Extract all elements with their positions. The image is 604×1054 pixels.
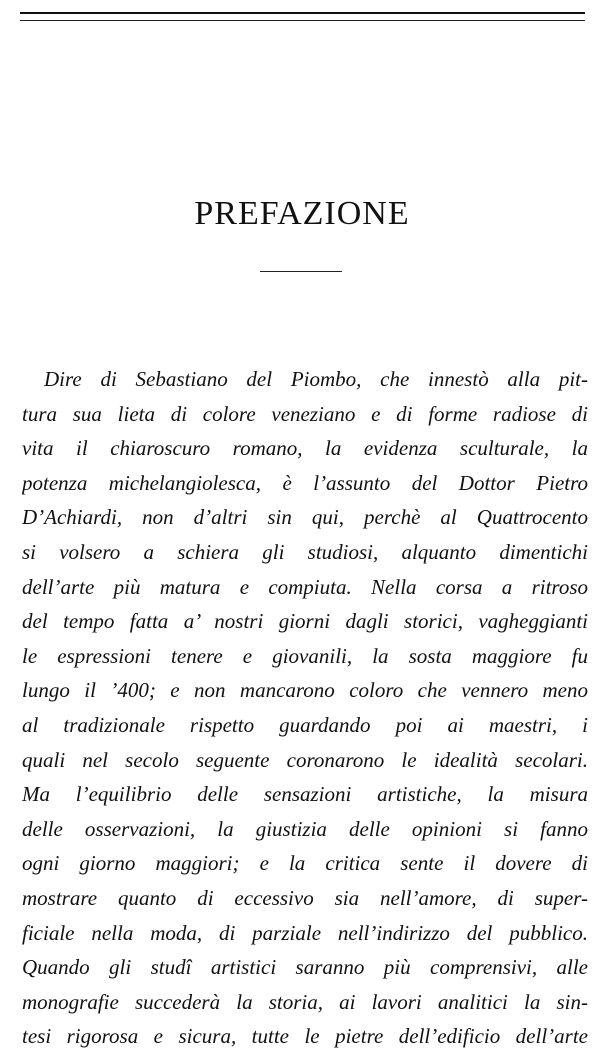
text-line: Quando gli studî artistici saranno più comprensivi, alle — [22, 955, 588, 980]
text-line: potenza michelangiolesca, è l’assunto del Dottor Pietro — [22, 470, 588, 495]
text-line: al tradizionale rispetto guardando poi ai maestri, i — [22, 712, 588, 737]
text-line: dell’arte più matura e compiuta. Nella corsa a ritroso — [22, 574, 588, 599]
title-underline-rule — [260, 271, 342, 272]
top-rule-thick — [20, 12, 585, 14]
preface-body — [22, 362, 588, 1054]
text-line: Dire di Sebastiano del Piombo, che innestò alla pit- — [44, 367, 588, 391]
text-line: mostrare quanto di eccessivo sia nell’amore, di super- — [22, 885, 588, 910]
text-line: del tempo fatta a’ nostri giorni dagli storici, vagheggianti — [22, 609, 588, 634]
text-line: delle osservazioni, la giustizia delle opinioni si fanno — [22, 816, 588, 841]
text-line: ficiale nella moda, di parziale nell’indirizzo del pubblico. — [22, 920, 588, 945]
text-line: si volsero a schiera gli studiosi, alquanto dimentichi — [22, 539, 588, 564]
text-line: quali nel secolo seguente coronarono le idealità secolari. — [22, 747, 588, 772]
text-line: D’Achiardi, non d’altri sin qui, perchè al Quattrocento — [22, 505, 588, 530]
text-line: lungo il ’400; e non mancarono coloro che vennero meno — [22, 678, 588, 703]
page-title: PREFAZIONE — [194, 195, 410, 232]
text-line: monografie succederà la storia, ai lavori analitici la sin- — [22, 989, 588, 1014]
text-line: vita il chiaroscuro romano, la evidenza sculturale, la — [22, 436, 588, 461]
text-line: tura sua lieta di colore veneziano e di forme radiose di — [22, 401, 588, 426]
text-line: ogni giorno maggiori; e la critica sente il dovere di — [22, 851, 588, 876]
top-rule-thin — [20, 20, 585, 21]
text-line: tesi rigorosa e sicura, tutte le pietre dell’edificio dell’arte — [22, 1024, 588, 1049]
text-line: le espressioni tenere e giovanili, la sosta maggiore fu — [22, 643, 588, 668]
text-line: Ma l’equilibrio delle sensazioni artistiche, la misura — [22, 782, 588, 807]
